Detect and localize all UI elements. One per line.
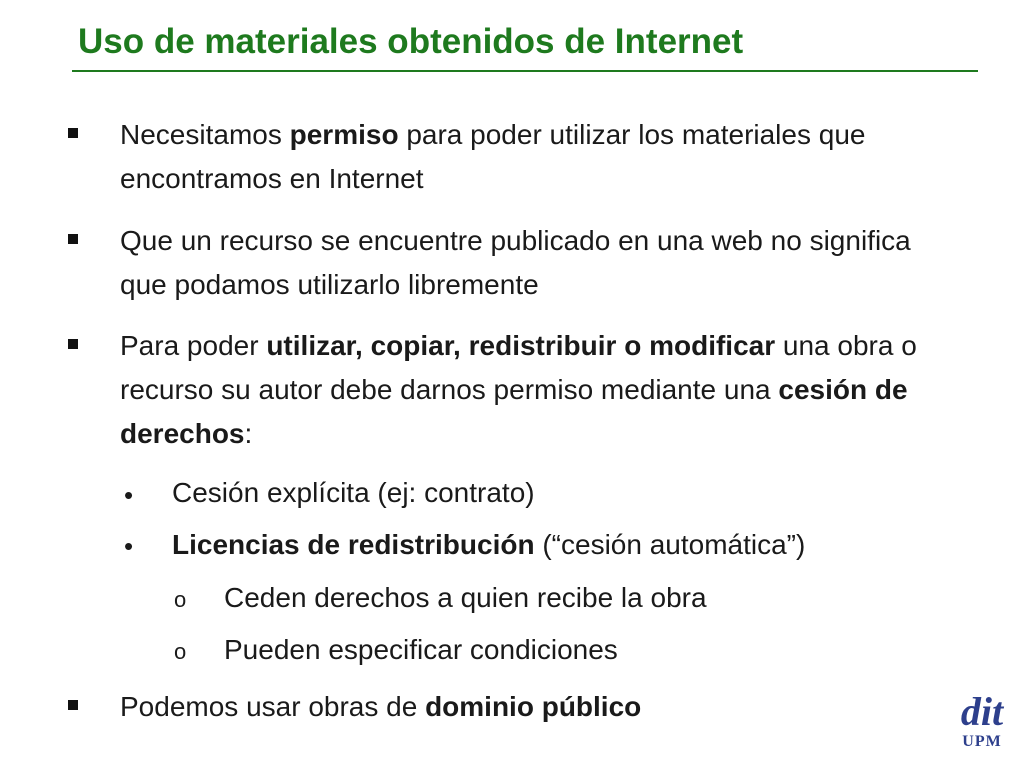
text: Para poder	[120, 330, 267, 361]
circle-bullet-icon: o	[174, 639, 187, 664]
subbullet-cesion-explicita	[172, 471, 962, 515]
text: una obra o recurso su autor debe darnos permiso mediante una	[120, 330, 917, 405]
bullet-dominio-publico	[120, 685, 960, 729]
square-bullet-icon	[68, 339, 78, 349]
dit-upm-logo	[950, 689, 1014, 758]
text: Cesión explícita (ej: contrato)	[172, 477, 535, 508]
text: :	[244, 418, 253, 449]
circle-bullet-icon: o	[174, 587, 187, 612]
bold-text: Licencias de redistribución	[172, 529, 535, 560]
logo-dit-text: dit	[960, 689, 1004, 734]
bullet-permiso	[120, 113, 960, 201]
text: Ceden derechos a quien recibe la obra	[224, 582, 707, 613]
square-bullet-icon	[68, 234, 78, 244]
bold-text: utilizar, copiar, redistribuir o modificar	[266, 330, 776, 361]
bold-text: cesión de derechos	[120, 374, 908, 449]
subsubbullet-ceden-derechos	[224, 576, 964, 620]
text: Pueden especificar condiciones	[224, 634, 618, 665]
bold-text: permiso	[289, 119, 399, 150]
text: Que un recurso se encuentre publicado en una web no significa que podamos utilizarlo libremente	[120, 225, 911, 300]
round-bullet-icon: •	[124, 531, 134, 561]
logo-upm-text: UPM	[962, 733, 1002, 750]
subsubbullet-condiciones	[224, 628, 964, 672]
square-bullet-icon	[68, 128, 78, 138]
bold-text: dominio público	[425, 691, 642, 722]
text: Podemos usar obras de	[120, 691, 426, 722]
bullet-recurso-publicado	[120, 219, 960, 307]
bullet-cesion-derechos	[120, 324, 960, 456]
page-title: Uso de materiales obtenidos de Internet	[78, 22, 744, 61]
subbullet-licencias	[172, 523, 962, 567]
round-bullet-icon: •	[124, 480, 134, 510]
text: Necesitamos	[120, 119, 290, 150]
text: para poder utilizar los materiales que encontramos en Internet	[120, 119, 866, 194]
square-bullet-icon	[68, 700, 78, 710]
text: (“cesión automática”)	[534, 529, 806, 560]
